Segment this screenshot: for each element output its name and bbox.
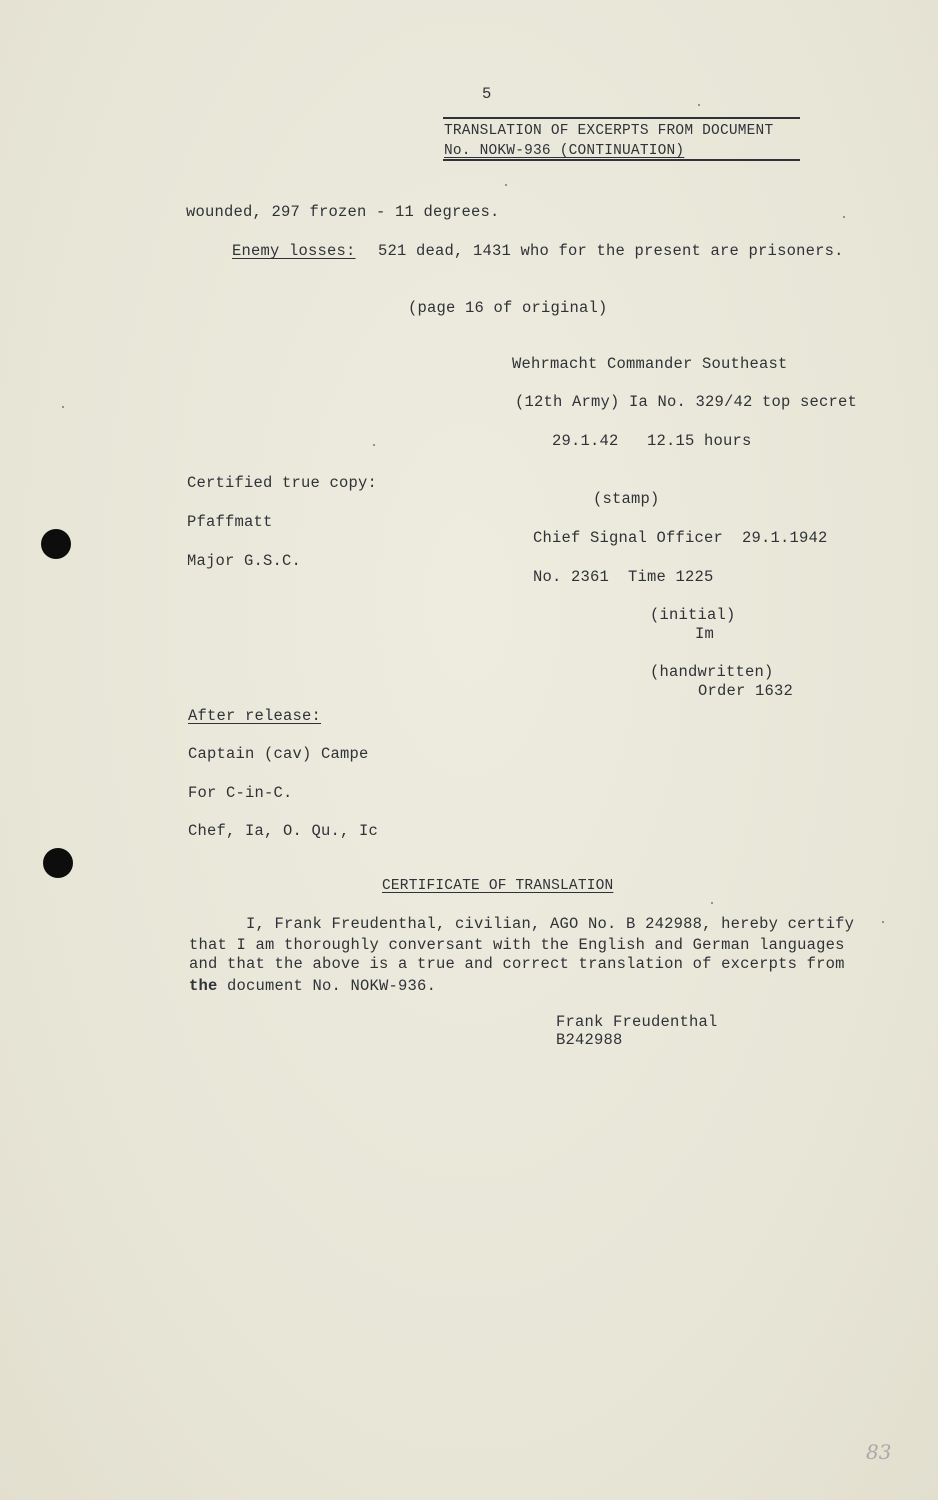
initial-value: Im <box>695 625 715 643</box>
order-number: Order 1632 <box>698 682 794 700</box>
handwritten-label: (handwritten) <box>650 663 774 681</box>
release-line-2: For C-in-C. <box>188 784 293 802</box>
translator-signature-name: Frank Freudenthal <box>556 1013 718 1031</box>
speck <box>711 902 713 904</box>
pencil-page-mark: 83 <box>866 1440 892 1464</box>
page-number: 5 <box>482 85 492 103</box>
certificate-title: CERTIFICATE OF TRANSLATION <box>382 878 614 894</box>
commander-line: Wehrmacht Commander Southeast <box>512 355 788 373</box>
certificate-line-2: that I am thoroughly conversant with the English and German languages <box>189 936 845 954</box>
speck <box>505 184 507 186</box>
datetime-line: 29.1.42 12.15 hours <box>552 432 752 450</box>
certificate-line-1: I, Frank Freudenthal, civilian, AGO No. B 242988, hereby certify <box>246 915 855 933</box>
certificate-line-4 <box>189 977 436 995</box>
speck <box>882 921 884 923</box>
wounded-line: wounded, 297 frozen - 11 degrees. <box>186 203 500 221</box>
header-line2: No. NOKW-936 (CONTINUATION) <box>444 143 685 159</box>
page-reference: (page 16 of original) <box>408 299 608 317</box>
punch-hole-top <box>41 529 71 559</box>
speck <box>843 216 845 218</box>
certified-copy: Certified true copy: <box>187 474 378 492</box>
translator-signature-id: B242988 <box>556 1031 623 1049</box>
certificate-line-3: and that the above is a true and correct translation of excerpts from <box>189 955 845 973</box>
enemy-losses-label: Enemy losses: <box>232 242 356 260</box>
certifier-name: Pfaffmatt <box>187 513 273 531</box>
header-top-rule <box>443 117 800 119</box>
army-line: (12th Army) Ia No. 329/42 top secret <box>515 393 858 411</box>
header-line1: TRANSLATION OF EXCERPTS FROM DOCUMENT <box>444 123 774 139</box>
release-line-1: Captain (cav) Campe <box>188 745 369 763</box>
release-line-3: Chef, Ia, O. Qu., Ic <box>188 822 379 840</box>
initial-label: (initial) <box>650 606 736 624</box>
signal-officer-line: Chief Signal Officer 29.1.1942 <box>533 529 828 547</box>
enemy-losses-text: 521 dead, 1431 who for the present are prisoners. <box>378 242 844 260</box>
certificate-line-4-rest: document No. NOKW-936. <box>227 977 437 995</box>
after-release-label: After release: <box>188 707 322 725</box>
stamp-label: (stamp) <box>593 490 660 508</box>
number-time-line: No. 2361 Time 1225 <box>533 568 714 586</box>
certificate-line-4-bold: the <box>189 977 218 995</box>
header-bottom-rule <box>443 159 800 161</box>
speck <box>698 104 700 106</box>
certifier-rank: Major G.S.C. <box>187 552 302 570</box>
speck <box>62 406 64 408</box>
speck <box>373 444 375 446</box>
punch-hole-bottom <box>43 848 73 878</box>
